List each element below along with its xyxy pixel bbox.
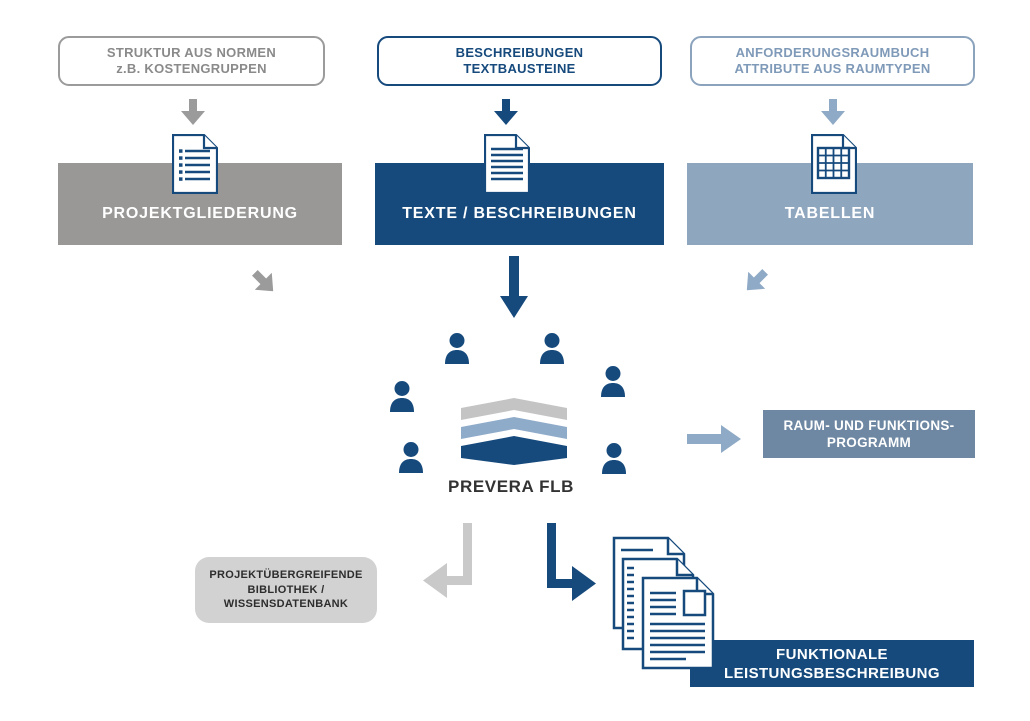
source-box-line: TEXTBAUSTEINE (463, 61, 576, 76)
document-table-icon (811, 134, 857, 194)
elbow-arrow-right-icon (546, 521, 598, 602)
prevera-logo-label: PREVERA FLB (448, 477, 574, 496)
source-box-raumbuch (690, 36, 975, 86)
source-box-line: STRUKTUR AUS NORMEN (106, 45, 277, 60)
output-box-flb (690, 640, 974, 687)
arrow-down-icon (821, 99, 845, 125)
document-list-icon (172, 134, 218, 194)
person-icon (538, 333, 566, 364)
output-line: LEISTUNGSBESCHREIBUNG (724, 664, 940, 682)
output-line: PROGRAMM (826, 435, 912, 450)
person-icon (397, 442, 425, 473)
arrow-down-icon (500, 256, 528, 318)
source-box-beschreibungen (377, 36, 662, 86)
person-icon (388, 381, 416, 412)
source-box-line: ANFORDERUNGSRAUMBUCH (735, 45, 930, 60)
arrow-diagonal-left-icon (738, 263, 773, 298)
source-box-struktur (58, 36, 325, 86)
source-box-line: z.B. KOSTENGRUPPEN (116, 61, 267, 76)
arrow-right-icon (687, 425, 741, 453)
output-line: RAUM- UND FUNKTIONS- (783, 418, 955, 433)
person-icon (443, 333, 471, 364)
output-line: PROJEKTÜBERGREIFENDE (209, 569, 363, 582)
bar-label: PROJEKTGLIEDERUNG (102, 205, 298, 222)
output-line: BIBLIOTHEK / (247, 583, 325, 596)
output-box-raumprogramm (763, 410, 975, 458)
arrow-diagonal-right-icon (246, 264, 281, 299)
person-icon (600, 443, 628, 474)
source-box-line: ATTRIBUTE AUS RAUMTYPEN (734, 61, 931, 76)
source-box-line: BESCHREIBUNGEN (455, 45, 584, 60)
arrow-down-icon (181, 99, 205, 125)
output-line: WISSENSDATENBANK (223, 598, 349, 611)
output-line: FUNKTIONALE (776, 645, 888, 663)
bar-label: TABELLEN (784, 205, 876, 222)
document-stack-icon (611, 536, 717, 672)
bar-label: TEXTE / BESCHREIBUNGEN (402, 205, 637, 222)
prevera-logo-icon (461, 398, 567, 466)
output-box-bibliothek (195, 557, 377, 623)
person-icon (599, 366, 627, 397)
elbow-arrow-left-icon (421, 521, 473, 599)
arrow-down-icon (494, 99, 518, 125)
document-text-icon (484, 134, 530, 194)
